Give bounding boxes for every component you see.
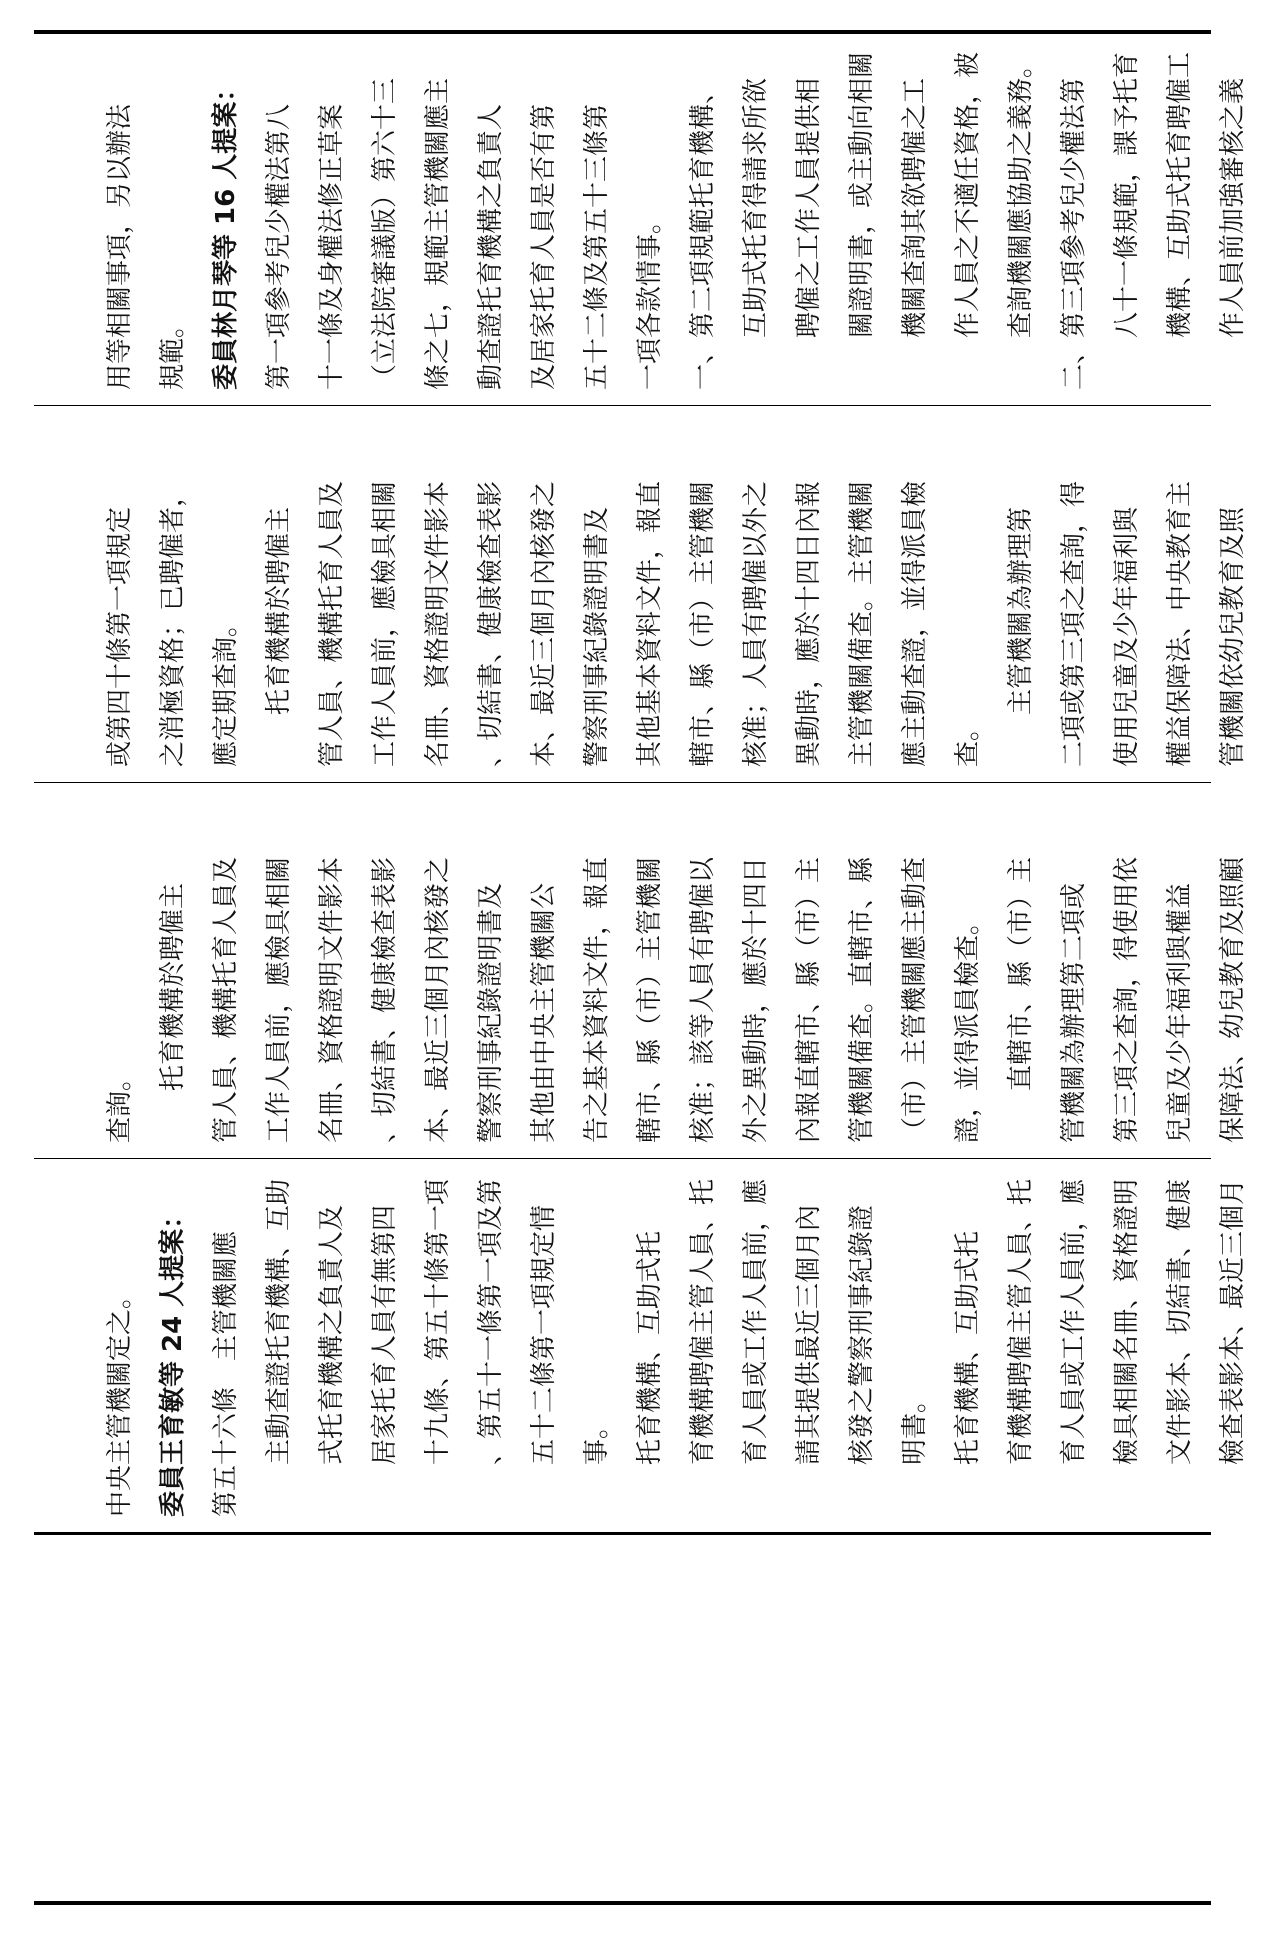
text-line: 請其提供最近三個月內 [794,1204,824,1465]
text-line: 其他由中央主管機關公 [529,882,559,1143]
text-line: 育機構聘僱主管人員、托 [1006,1178,1036,1465]
text-line: 動查證托育機構之負責人 [476,103,506,390]
text-line: 兒童及少年福利與權益 [1165,882,1195,1143]
text-line: 互助式托育得請求所欲 [741,77,771,338]
text-line: 名冊、資格證明文件影本 [317,856,347,1143]
text-line: 證，並得派員檢查。 [953,908,983,1143]
text-line: 八十一條規範，課予托育 [1112,51,1142,338]
text-line: （市）主管機關應主動查 [900,856,930,1143]
column-text [94,49,1260,390]
text-line: 作人員前加強審核之義 [1218,77,1248,338]
text-column-3 [34,782,1248,1158]
text-line: 查詢機關應協助之義務。 [1006,51,1036,338]
middle-rule [34,1532,1211,1535]
text-line: 管機關為辦理第二項或 [1059,882,1089,1143]
text-line: 托育機構、互助式托 [635,1230,665,1465]
text-line: 機關查詢其欲聘僱之工 [900,77,930,338]
text-line: 查。 [953,714,983,767]
text-line: 第五十六條 主管機關應 [211,1230,241,1517]
text-line: 育人員或工作人員前，應 [741,1178,771,1465]
text-line: 十九條、第五十條第一項 [423,1178,453,1465]
text-line: 管人員、機構托育人員及 [317,480,347,767]
text-line: 警察刑事紀錄證明書及 [476,882,506,1143]
text-line: 委員王育敏等 24 人提案： [158,1202,188,1517]
table-body [34,34,1248,1532]
text-line: 一項各款情事。 [635,207,665,390]
text-line: 及居家托育人員是否有第 [529,103,559,390]
text-line: 、切結書、健康檢查表影 [370,856,400,1143]
text-line: 名冊、資格證明文件影本 [423,480,453,767]
text-line: 二項或第三項之查詢，得 [1059,480,1089,767]
text-line: 應主動查證，並得派員檢 [900,480,930,767]
text-line: 主管機關備查。主管機關 [847,480,877,767]
text-column-2 [34,405,1248,782]
text-line: 育機構聘僱主管人員、托 [688,1178,718,1465]
text-line: 明書。 [900,1386,930,1465]
text-line: 查詢。 [105,1064,135,1143]
text-line: 聘僱之工作人員提供相 [794,77,824,338]
text-line: 用等相關事項，另以辦法 [105,103,135,390]
text-line: 轄市、縣（市）主管機關 [688,480,718,767]
text-line: 核發之警察刑事紀錄證 [847,1204,877,1465]
text-line: 五十二條及第五十三條第 [582,103,612,390]
text-line: 規範。 [158,311,188,390]
text-line: 、切結書、健康檢查表影 [476,480,506,767]
text-line: 本、最近三個月內核發之 [529,480,559,767]
text-line: 異動時，應於十四日內報 [794,480,824,767]
text-line: 委員林月琴等 16 人提案： [211,75,241,390]
text-line: 機構、互助式托育聘僱工 [1165,51,1195,338]
text-line: 使用兒童及少年福利與 [1112,506,1142,767]
text-line: 關證明書，或主動向相關 [847,51,877,338]
text-line: 外之異動時，應於十四日 [741,856,771,1143]
text-line: 主管機關為辦理第 [1006,506,1036,715]
text-line: 托育機構於聘僱主 [158,882,188,1091]
text-line: 管人員、機構托育人員及 [211,856,241,1143]
text-line: 直轄市、縣（市）主 [1006,856,1036,1091]
column-text [94,420,1260,767]
text-line: 權益保障法、中央教育主 [1165,480,1195,767]
text-line: 文件影本、切結書、健康 [1165,1178,1195,1465]
text-line: 管機關備查。直轄市、縣 [847,856,877,1143]
text-line: 條之七，規範主管機關應主 [423,77,453,390]
text-line: 托育機構於聘僱主 [264,506,294,715]
text-line: 、第五十一條第一項及第 [476,1178,506,1465]
text-line: 其他基本資料文件，報直 [635,480,665,767]
text-line: 中央主管機關定之。 [105,1282,135,1517]
text-line: 主動查證托育機構、互助 [264,1178,294,1465]
text-line: 工作人員前，應檢具相關 [370,480,400,767]
text-line: 一、第二項規範托育機構、 [688,77,718,390]
text-line: 管機關依幼兒教育及照 [1218,506,1248,767]
text-column-4 [34,1158,1248,1532]
text-line: 五十二條第一項規定情 [529,1204,559,1465]
text-line: （立法院審議版）第六十三 [370,77,400,390]
text-line: 事。 [582,1412,612,1465]
text-line: 托育機構、互助式托 [953,1230,983,1465]
text-line: 式托育機構之負責人及 [317,1204,347,1465]
text-line: 十一條及身權法修正草案 [317,103,347,390]
text-line: 轄市、縣（市）主管機關 [635,856,665,1143]
text-line: 保障法、幼兒教育及照顧 [1218,856,1248,1143]
text-line: 二、第三項參考兒少權法第 [1059,77,1089,390]
text-line: 核准；人員有聘僱以外之 [741,480,771,767]
text-line: 工作人員前，應檢具相關 [264,856,294,1143]
text-line: 檢查表影本、最近三個月 [1218,1178,1248,1465]
text-line: 或第四十條第一項規定 [105,506,135,767]
text-column-1 [34,34,1248,405]
text-line: 之消極資格；已聘僱者， [158,480,188,767]
column-text [94,797,1260,1143]
text-line: 居家托育人員有無第四 [370,1204,400,1465]
bottom-rule [34,1901,1211,1905]
text-line: 第三項之查詢，得使用依 [1112,856,1142,1143]
text-line: 核准；該等人員有聘僱以 [688,856,718,1143]
text-line: 第一項參考兒少權法第八 [264,103,294,390]
text-line: 應定期查詢。 [211,610,241,767]
text-line: 作人員之不適任資格，被 [953,51,983,338]
text-line: 警察刑事紀錄證明書及 [582,506,612,767]
text-line: 內報直轄市、縣（市）主 [794,856,824,1143]
column-text [94,1173,1260,1517]
text-line: 本、最近三個月內核發之 [423,856,453,1143]
text-line: 育人員或工作人員前，應 [1059,1178,1089,1465]
text-line: 檢具相關名冊、資格證明 [1112,1178,1142,1465]
text-line: 告之基本資料文件，報直 [582,856,612,1143]
